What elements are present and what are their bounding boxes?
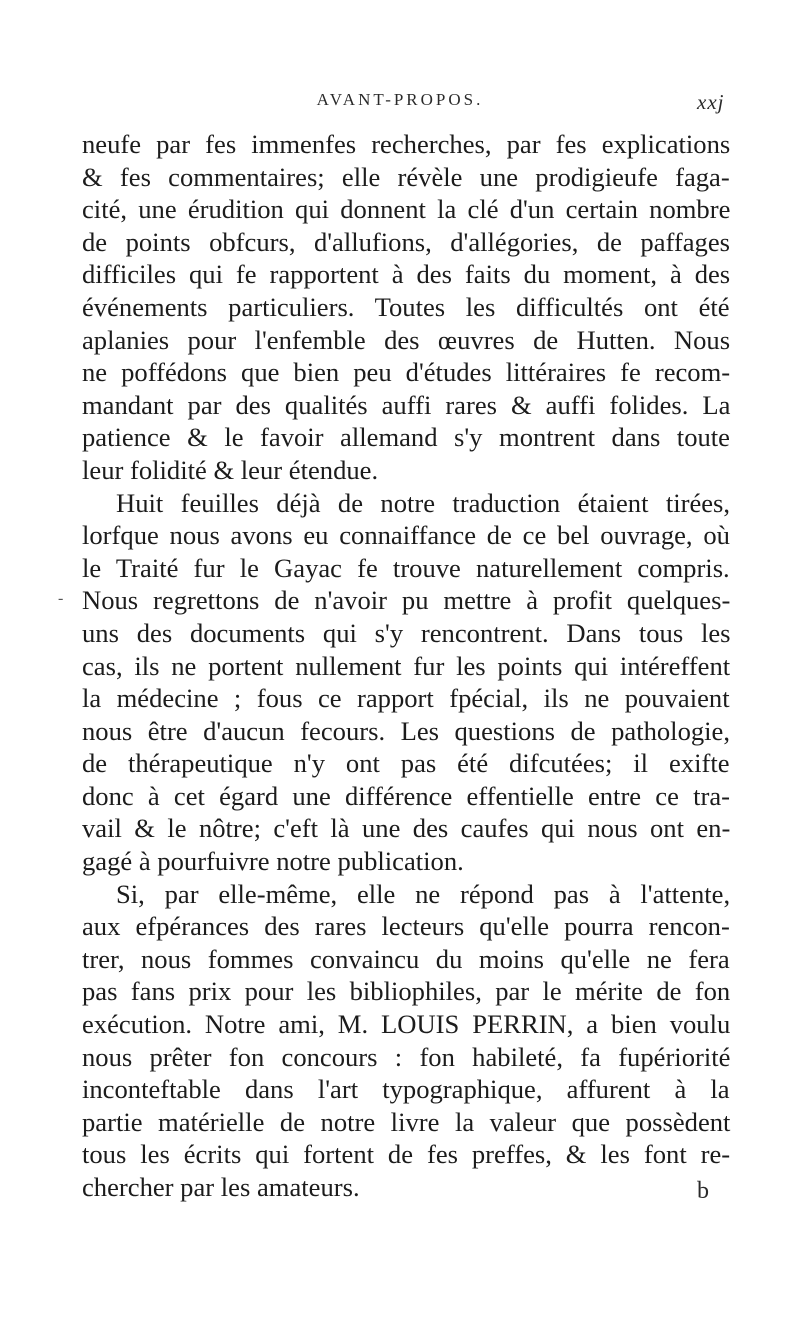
- body-text: [82, 128, 730, 1204]
- text-line: aplanies pour l'enfemble des œuvres de Hutten. Nous: [82, 324, 731, 355]
- text-line: ne poffédons que bien peu d'études littéraires fe recom-: [82, 357, 731, 388]
- text-line: uns des documents qui s'y rencontrent. Dans tous les: [82, 617, 731, 648]
- text-line: événements particuliers. Toutes les difficultés ont été: [82, 291, 730, 322]
- signature-mark: b: [697, 1178, 709, 1204]
- text-line: de thérapeutique n'y ont pas été difcutées; il exifte: [82, 748, 730, 779]
- text-line: inconteftable dans l'art typographique, affurent à la: [82, 1074, 730, 1105]
- text-line: mandant par des qualités auffi rares & auffi folides. La: [82, 389, 731, 420]
- text-line: de points obfcurs, d'allufions, d'allégories, de paffages: [82, 226, 731, 257]
- text-line: le Traité fur le Gayac fe trouve naturellement compris.: [82, 552, 730, 583]
- paragraph-end-line: chercher par les amateurs.: [82, 1172, 360, 1202]
- text-line: patience & le favoir allemand s'y montrent dans toute: [82, 422, 730, 453]
- running-title: AVANT-PROPOS.: [316, 90, 484, 109]
- text-line: trer, nous fommes convaincu du moins qu'elle ne fera: [82, 943, 730, 974]
- text-line: difficiles qui fe rapportent à des faits du moment, à des: [82, 259, 731, 290]
- text-line: & fes commentaires; elle révèle une prodigieufe faga-: [82, 161, 730, 192]
- running-head: [0, 86, 800, 116]
- text-line: Nous regrettons de n'avoir pu mettre à profit quelques-: [82, 585, 731, 616]
- text-line: aux efpérances des rares lecteurs qu'elle pourra rencon-: [82, 911, 730, 942]
- text-line: neufe par fes immenfes recherches, par fes explications: [82, 129, 731, 159]
- text-line: nous prêter fon concours : fon habileté, fa fupériorité: [82, 1041, 731, 1072]
- margin-mark: -: [58, 590, 64, 607]
- text-line: cas, ils ne portent nullement fur les points qui intéreffent: [82, 650, 731, 681]
- paragraph-end-line: leur folidité & leur étendue.: [82, 454, 379, 485]
- text-line: nous être d'aucun fecours. Les questions de pathologie,: [82, 715, 730, 746]
- text-line: lorfque nous avons eu connaiffance de ce bel ouvrage, où: [82, 520, 730, 551]
- text-line: cité, une érudition qui donnent la clé d'un certain nombre: [82, 194, 731, 225]
- final-row: [82, 1171, 730, 1204]
- text-line: la médecine ; fous ce rapport fpécial, ils ne pouvaient: [82, 683, 730, 714]
- page-number: xxj: [697, 90, 725, 114]
- text-line: donc à cet égard une différence effentielle entre ce tra-: [82, 780, 731, 811]
- text-line: tous les écrits qui fortent de fes preffes, & les font re-: [82, 1139, 731, 1170]
- text-line: vail & le nôtre; c'eft là une des caufes qui nous ont en-: [82, 813, 731, 844]
- paragraph-start-line: Huit feuilles déjà de notre traduction étaient tirées,: [116, 487, 731, 518]
- text-line: pas fans prix pour les bibliophiles, par le mérite de fon: [82, 976, 731, 1007]
- text-line: partie matérielle de notre livre la valeur que possèdent: [82, 1106, 731, 1137]
- paragraph-end-line: gagé à pourfuivre notre publication.: [82, 846, 464, 877]
- paragraph-start-line: Si, par elle-même, elle ne répond pas à l'attente,: [116, 878, 731, 909]
- text-line: exécution. Notre ami, M. LOUIS PERRIN, a bien voulu: [82, 1009, 731, 1040]
